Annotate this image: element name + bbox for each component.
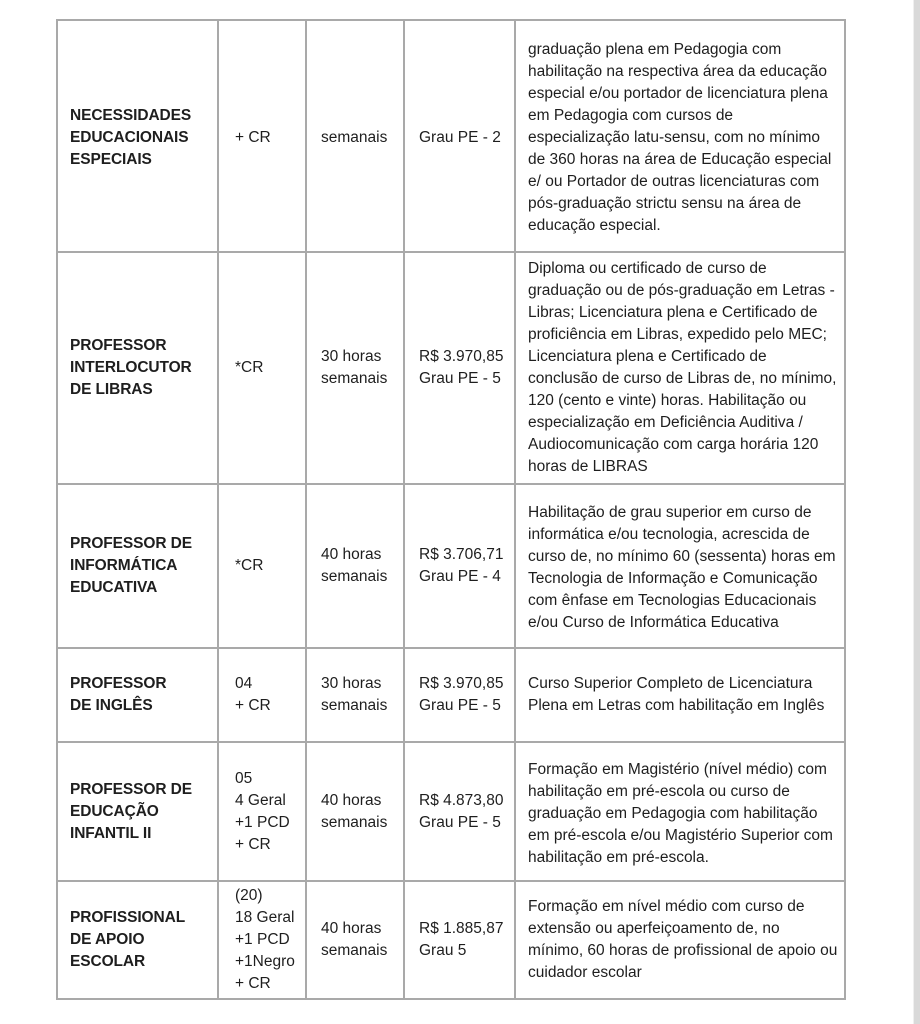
- cargo-line: PROFESSOR DE: [70, 780, 192, 798]
- requisitos-text: Curso Superior Completo de Licenciatura Plena em Letras com habilitação em Inglês: [528, 675, 825, 714]
- vencimento-line: Grau PE - 5: [419, 697, 501, 714]
- cargo-line: DE APOIO: [70, 931, 145, 948]
- vencimento-line: Grau 5: [419, 942, 467, 959]
- cargo-line: INTERLOCUTOR: [70, 359, 192, 376]
- cargo-line: EDUCATIVA: [70, 579, 158, 596]
- vencimento-line: R$ 1.885,87: [419, 920, 504, 937]
- carga-line: semanais: [321, 697, 388, 714]
- vencimento-line: Grau PE - 2: [419, 129, 501, 146]
- cargo-cell: [57, 742, 218, 881]
- requisitos-cell: [515, 20, 845, 252]
- vagas-cell: [218, 20, 306, 252]
- carga-line: semanais: [321, 129, 388, 146]
- table-row: [57, 881, 845, 999]
- carga-line: 40 horas: [321, 791, 382, 809]
- carga-line: semanais: [321, 370, 388, 387]
- requisitos-text: Habilitação de grau superior em curso de informática e/ou tecnologia, acrescida de curso de, no mínimo 60 (sessenta) horas em Tecnologia de Informação e Comunicação com ênfase em Tecnologias Educacionais e/ou Curso de Informática Educativa: [528, 504, 836, 631]
- requisitos-cell: [515, 484, 845, 648]
- vagas-line: (20): [235, 887, 263, 904]
- carga-line: 30 horas: [321, 675, 382, 692]
- vagas-line: 05: [235, 769, 253, 787]
- table-row: [57, 484, 845, 648]
- cargo-line: PROFESSOR: [70, 337, 167, 354]
- carga-horaria-cell: [306, 20, 404, 252]
- vencimento-cell: [404, 484, 515, 648]
- vagas-cell: [218, 252, 306, 484]
- vagas-line: *CR: [235, 359, 264, 376]
- cargo-cell: [57, 20, 218, 252]
- vencimento-line: Grau PE - 5: [419, 370, 501, 387]
- requisitos-text: Formação em nível médio com curso de extensão ou aperfeiçoamento de, no mínimo, 60 horas de profissional de apoio ou cuidador escolar: [528, 898, 838, 981]
- cargo-cell: [57, 648, 218, 742]
- vagas-line: 18 Geral: [235, 909, 295, 926]
- vagas-line: + CR: [235, 697, 271, 714]
- vagas-line: 4 Geral: [235, 791, 286, 809]
- cargo-line: PROFESSOR DE: [70, 535, 192, 552]
- vencimento-line: R$ 3.970,85: [419, 675, 504, 692]
- vagas-cell: [218, 648, 306, 742]
- vagas-line: *CR: [235, 557, 264, 574]
- cargo-cell: [57, 881, 218, 999]
- vencimento-line: Grau PE - 4: [419, 568, 501, 585]
- carga-horaria-cell: [306, 648, 404, 742]
- table-row: [57, 648, 845, 742]
- carga-line: semanais: [321, 813, 388, 831]
- vagas-line: 04: [235, 675, 253, 692]
- cargo-line: ESCOLAR: [70, 953, 146, 970]
- vencimento-line: R$ 4.873,80: [419, 791, 504, 809]
- vagas-cell: [218, 742, 306, 881]
- cargo-line: INFORMÁTICA: [70, 557, 178, 574]
- vencimento-cell: [404, 648, 515, 742]
- vagas-cell: [218, 881, 306, 999]
- vencimento-cell: [404, 742, 515, 881]
- vagas-line: +1 PCD: [235, 931, 290, 948]
- vencimento-cell: [404, 20, 515, 252]
- cargo-line: PROFESSOR: [70, 675, 167, 692]
- vencimento-line: R$ 3.706,71: [419, 546, 504, 563]
- cargo-line: NECESSIDADES: [70, 107, 192, 124]
- carga-horaria-cell: [306, 484, 404, 648]
- cargo-cell: [57, 484, 218, 648]
- carga-line: 30 horas: [321, 348, 382, 365]
- job-positions-table: [56, 19, 846, 1000]
- carga-line: semanais: [321, 568, 388, 585]
- vencimento-cell: [404, 252, 515, 484]
- requisitos-cell: [515, 648, 845, 742]
- cargo-line: DE INGLÊS: [70, 697, 153, 714]
- cargo-line: EDUCAÇÃO: [70, 802, 159, 820]
- cargo-line: EDUCACIONAIS: [70, 129, 189, 146]
- vagas-line: +1Negro: [235, 953, 295, 970]
- cargo-line: PROFISSIONAL: [70, 909, 186, 926]
- carga-horaria-cell: [306, 742, 404, 881]
- cargo-cell: [57, 252, 218, 484]
- carga-horaria-cell: [306, 881, 404, 999]
- vencimento-line: Grau PE - 5: [419, 813, 501, 831]
- requisitos-text: Diploma ou certificado de curso de graduação ou de pós-graduação em Letras - Libras; Licenciatura plena e Certificado de proficiência em Libras, expedido pelo MEC; Licenciatura plena e Certificado de conclusão de curso de Libras de, no mínimo, 120 (cento e vinte) horas. Habilitação ou especialização em Deficiência Auditiva / Audiocomunicação com carga horária 120 horas de LIBRAS: [528, 260, 837, 475]
- vagas-line: + CR: [235, 975, 271, 992]
- vagas-line: + CR: [235, 129, 271, 146]
- vagas-cell: [218, 484, 306, 648]
- cargo-line: ESPECIAIS: [70, 151, 152, 168]
- vagas-line: + CR: [235, 835, 271, 853]
- table-row: [57, 742, 845, 881]
- requisitos-cell: [515, 881, 845, 999]
- table-row: [57, 252, 845, 484]
- vencimento-cell: [404, 881, 515, 999]
- requisitos-text: Formação em Magistério (nível médio) com habilitação em pré-escola ou curso de graduação em Pedagogia com habilitação em pré-escola e/ou Magistério Superior com habilitação em pré-escola.: [528, 760, 833, 866]
- requisitos-cell: [515, 742, 845, 881]
- carga-line: 40 horas: [321, 546, 382, 563]
- vencimento-line: R$ 3.970,85: [419, 348, 504, 365]
- carga-line: semanais: [321, 942, 388, 959]
- vagas-line: +1 PCD: [235, 813, 290, 831]
- carga-line: 40 horas: [321, 920, 382, 937]
- page-edge-shadow: [913, 0, 920, 1024]
- cargo-line: INFANTIL II: [70, 824, 152, 842]
- requisitos-cell: [515, 252, 845, 484]
- table-row: [57, 20, 845, 252]
- cargo-line: DE LIBRAS: [70, 381, 153, 398]
- carga-horaria-cell: [306, 252, 404, 484]
- requisitos-text: graduação plena em Pedagogia com habilitação na respectiva área da educação especial e/ou portador de licenciatura plena em Pedagogia com cursos de especialização latu-sensu, com no mínimo de 360 horas na área de Educação especial e/ ou Portador de outras licenciaturas com pós-graduação strictu sensu na área de educação especial.: [528, 41, 832, 234]
